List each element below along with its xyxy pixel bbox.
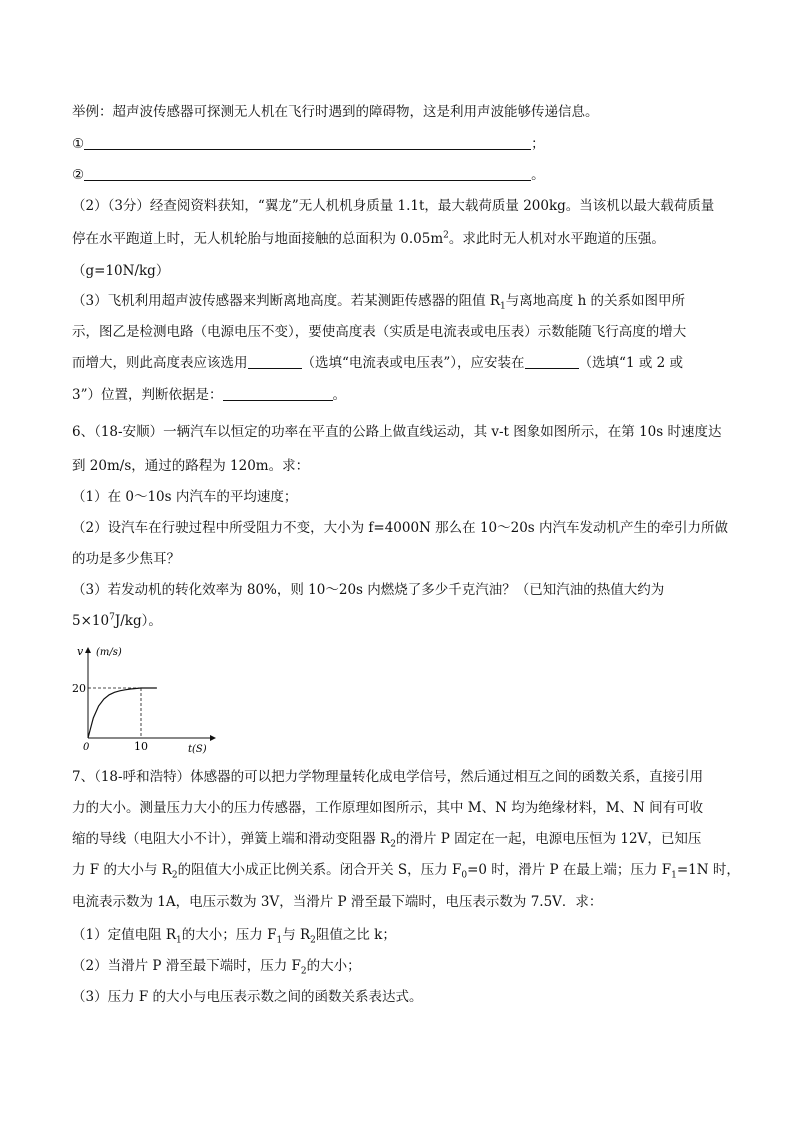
blank-line-2: ② 。 bbox=[72, 167, 545, 183]
q3-line-4: 3”）位置，判断依据是： 。 bbox=[72, 387, 346, 403]
x-axis-label: t(S) bbox=[188, 744, 207, 754]
blank-marker-1: ① bbox=[72, 136, 85, 152]
y-axis-unit: (m/s) bbox=[96, 647, 122, 658]
p7-question-2: （2）当滑片 P 滑至最下端时，压力 $F_2$的大小； bbox=[72, 958, 361, 977]
p6-line-2: 到 20m/s，通过的路程为 120m。求： bbox=[72, 458, 310, 474]
p6-question-3b: $5\times 10^7J/kg$）。 bbox=[72, 612, 162, 629]
p6-question-1: （1）在 0～10s 内汽车的平均速度； bbox=[72, 489, 298, 505]
q2-line-2: 停在水平跑道上时，无人机轮胎与地面接触的总面积为 $0.05m^2$。求此时无人机对水平跑道的压强。 bbox=[72, 230, 665, 247]
p6-question-2a: （2）设汽车在行驶过程中所受阻力不变，大小为 f=4000N 那么在 10～20s 内汽车发动机产生的牵引力所做 bbox=[72, 520, 729, 536]
example-sentence: 举例：超声波传感器可探测无人机在飞行时遇到的障碍物，这是利用声波能够传递信息。 bbox=[72, 104, 599, 120]
p7-line-2: 力的大小。测量压力大小的压力传感器，工作原理如图所示，其中 M、N 均为绝缘材料，M、N 间有可收 bbox=[72, 800, 704, 816]
q2-line-1: （2）（3分）经查阅资料获知，“翼龙”无人机机身质量 1.1t，最大载荷质量 200kg。当该机以最大载荷质量 bbox=[72, 198, 715, 214]
q3-line-2: 示，图乙是检测电路（电源电压不变），要使高度表（实质是电流表或电压表）示数能随飞行高度的增大 bbox=[72, 324, 687, 340]
answer-blank-position[interactable] bbox=[525, 354, 579, 369]
p7-question-1: （1）定值电阻 $R_1$的大小；压力 $F_1$与 $R_2$阻值之比 k； bbox=[72, 927, 396, 946]
x-tick-label-10: 10 bbox=[134, 740, 148, 753]
p7-line-4: 力 F 的大小与 $R_2$的阻值大小成正比例关系。闭合开关 S，压力 $F_0=0$ 时，滑片 P 在最上端；压力 $F_1=1N$ 时， bbox=[72, 862, 740, 881]
blank-line-1: ① ； bbox=[72, 136, 545, 152]
answer-blank-1[interactable] bbox=[84, 135, 531, 150]
vt-graph bbox=[70, 642, 220, 754]
q3-line-1: （3）飞机利用超声波传感器来判断离地高度。若某测距传感器的阻值 $R_1$与离地高度 h 的关系如图甲所 bbox=[72, 293, 686, 312]
p7-line-5: 电流表示数为 1A，电压示数为 3V，当滑片 P 滑至最下端时，电压表示数为 7.5V．求： bbox=[72, 894, 603, 910]
p6-question-2b: 的功是多少焦耳？ bbox=[72, 551, 180, 567]
velocity-curve bbox=[88, 688, 157, 738]
q2-line-3: （g=10N/kg） bbox=[72, 263, 170, 279]
y-axis-label: v bbox=[77, 645, 84, 658]
origin-label: 0 bbox=[83, 742, 90, 753]
blank-marker-2: ② bbox=[72, 167, 85, 183]
y-tick-label-20: 20 bbox=[72, 682, 86, 695]
p6-line-1: 6、（18-安顺）一辆汽车以恒定的功率在平直的公路上做直线运动，其 v-t 图象如图所示，在第 10s 时速度达 bbox=[72, 424, 722, 440]
answer-blank-meter-type[interactable] bbox=[248, 354, 302, 369]
p7-line-3: 缩的导线（电阻大小不计），弹簧上端和滑动变阻器 $R_2$的滑片 P 固定在一起，电源电压恒为 12V，已知压 bbox=[72, 831, 702, 850]
answer-blank-2[interactable] bbox=[84, 166, 531, 181]
answer-blank-reason[interactable] bbox=[223, 386, 333, 401]
p6-question-3a: （3）若发动机的转化效率为 80%，则 10～20s 内燃烧了多少千克汽油？（已知汽油的热值大约为 bbox=[72, 582, 665, 598]
p7-line-1: 7、（18-呼和浩特）体感器的可以把力学物理量转化成电学信号，然后通过相互之间的函数关系，直接引用 bbox=[72, 769, 704, 785]
p7-question-3: （3）压力 F 的大小与电压表示数之间的函数关系表达式。 bbox=[72, 989, 423, 1005]
q3-line-3: 而增大，则此高度表应该选用 （选填“电流表或电压表”），应安装在 （选填“1 或 2 或 bbox=[72, 355, 684, 371]
